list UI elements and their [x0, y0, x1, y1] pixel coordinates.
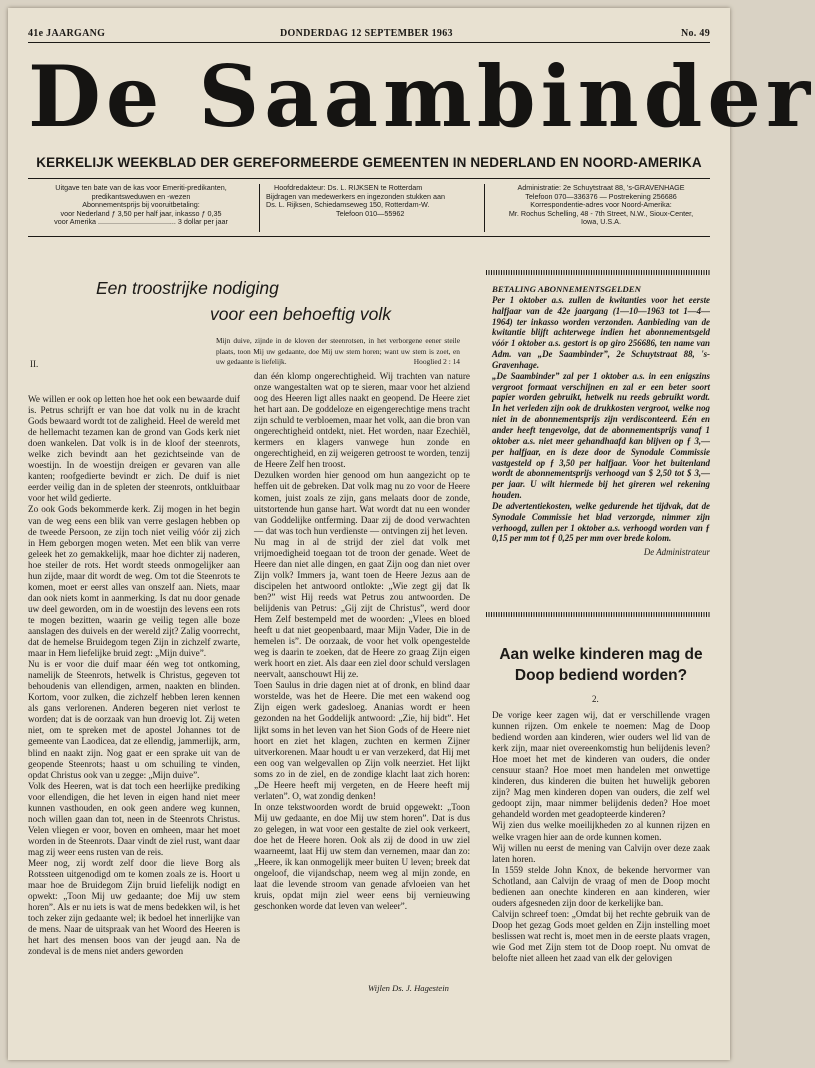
subtitle: KERKELIJK WEEKBLAD DER GEREFORMEERDE GEMEENTEN IN NEDERLAND EN NOORD-AMERIKA [36, 155, 702, 170]
article-motto: Mijn duive, zijnde in de kloven der steenrotsen, in het verborgene eener steile plaats, toon Mij uw gedaante, doe Mij uw stem horen; want uw stem is zoet, en uw gedaante is liefelijk. Hooglied 2 : 14 [216, 336, 460, 366]
notice-heading: BETALING ABONNEMENTSGELDEN [492, 284, 642, 294]
notice-signature: De Administrateur [643, 547, 710, 558]
doop-article-number: 2. [592, 694, 599, 704]
article-title-line1: Een troostrijke nodiging [96, 278, 279, 298]
info-divider [484, 184, 485, 232]
subscription-info: Uitgave ten bate van de kas voor Emeriti-predikanten, predikantsweduwen en -wezen Abonnementsprijs bij vooruitbetaling: voor Nederland ƒ 3,50 per half jaar, inkasso ƒ 0,35 voor Amerika ....................................... 3 dollar per jaar [54, 183, 228, 227]
editor-info: Hoofdredakteur: Ds. L. RIJKSEN te Rotterdam Bijdragen van medewerkers en ingezonden stukken aan Ds. L. Rijksen, Schiedamseweg 150, Rotterdam-W. Telefoon 010—55962 [266, 183, 446, 218]
info-divider [259, 184, 260, 232]
newspaper-page [8, 8, 815, 1060]
top-line [28, 28, 710, 42]
masthead: De Saambinder [28, 47, 815, 146]
administration-info: Administratie: 2e Schuytstraat 88, 's-GRAVENHAGE Telefoon 070—336376 — Postrekening 256686 Korrespondentie-adres voor Noord-Amerika: Mr. Rochus Schelling, 48 - 7th Street, N.W., Sioux-Center, Iowa, U.S.A. [508, 183, 694, 227]
notice-top-border [486, 270, 710, 275]
info-top-rule [28, 178, 710, 179]
issue-number: No. 49 [680, 28, 710, 39]
doop-article-title: Aan welke kinderen mag de Doop bediend worden? [499, 646, 703, 684]
section-number: II. [30, 359, 39, 369]
article-title-line2: voor een behoeftig volk [210, 304, 391, 324]
article-column-2: dan één klomp ongerechtigheid. Wij trachten van nature onze wangestalten wat op te sieren, maar voor het alziend oog des Heeren ligt alles naakt en geopend. De Heere ziet het hart aan. De goddeloze en eigengerechtige mens tracht zijn schuld te verbloemen, maar het volk, aan die bron van ongerechtigheid ontdekt, niet. Het worden, naar Ezechiël, kermers en klagers vanwege hun zonde en ongerechtigheid, en zij weigeren getroost te worden, tenzij de Heere Zelf hen troost. Dezulken worden hier genood om hun aangezicht op te heffen uit de gebreken. Dat volk mag nu zo voor de Heere komen, juist zoals ze zijn, gans melaats door de zonde, uitstortende hun ganse hart. Wat wordt dat nu een wonder van Goddelijke ontferming. Daar zij de dood verwachten — dat was toch hun verdienste — ontvingen zij het leven. Nu mag in al de strijd der ziel dat volk met vrijmoedigheid toegaan tot de troon der genade. Weet de Heere dan niet alle dingen, en gaat Zijn oog dan niet over Zijn volk? Immers ja, want toen de Heere Jezus aan de discipelen het antwoord ontlokte: „Wie zegt gij dat Ik ben?” wist Hij reeds wat Petrus zou antwoorden. De belijdenis van Petrus: „Gij zijt de Christus”, werd door Hem Zelf bestempeld met de woorden: „Vlees en bloed heeft u dat niet geopenbaard, maar Mijn Vader, Die in de hemelen is”. De oorzaak, de voor het volk opengestelde weg is daarin te zoeken, dat de Heere zo graag Zijn eigen werk hoort en ziet. Als daar een ziel door schuld verslagen neervalt, aanschouwt Hij ze. Toen Saulus in drie dagen niet at of dronk, en blind daar worstelde, was het de Heere. Die met een wakend oog Zijn eigen werk gadesloeg. Ananias wordt er heen gezonden na het Goddelijk antwoord: „Zie, hij bidt”. Het lijkt soms in het leven van het Sion Gods of de Heere niet hoort en ziet het klagen, zuchten en kermen Zijner uitverkorenen. Maar houdt u er van verzekerd, dat Hij met een oog van welgevallen op Zijn volk neerziet. Het lijkt soms zo in de ziel, en de zondige klacht laat zich horen: „De Heere heeft mij vergeten, en de Heere heeft mij verlaten”. O, wat zondig denken! In onze tekstwoorden wordt de bruid opgewekt: „Toon Mij uw gedaante, en doe Mij uw stem horen”. Dat is dus zo gelegen, in wat voor een gestalte de ziel ook verkeert, doe het de Heere horen. Ook als zij de dood in uw ziel waarneemt, laat Hij uw stem dan vernemen, maar dan zo: „Heere, ik kan onmogelijk meer buiten U leven; breek dat ongeloof, die vijandschap, neem weg al mijn zonde, en laat die levende stroom van genade afvloeien van het kruis, opdat mijn ziel weer eens bij vernieuwing geschonken worde dat leven van weleer”. [254, 371, 470, 912]
notice-bottom-border [486, 612, 710, 617]
volume-label: 41e JAARGANG [28, 28, 106, 39]
doop-article-column: De vorige keer zagen wij, dat er verschillende vragen kunnen rijzen. Om enkele te noemen: Mag de Doop bediend worden aan kinderen, wier ouders wel lid van de kerk zijn, maar niet overeenkomstig hun belijdenis leven? Hoe moet het met de kinderen van ouders, die onder censuur staan? Hoe moet men handelen met onwettige kinderen, dus kinderen die buiten het huwelijk geboren zijn? Mag men kinderen dopen van ouders, die zelf wel gedoopt zijn, maar nimmer belijdenis deden? Hoe moet gehandeld worden met geadopteerde kinderen? Wij zien dus welke moeilijkheden zo al kunnen rijzen en welke vragen hier aan de orde kunnen komen. Wij willen nu eerst de mening van Calvijn over deze zaak laten horen. In 1559 stelde John Knox, de bekende hervormer van Schotland, aan Calvijn de vraag of men de Doop mocht bedienen aan onechte kinderen en aan kinderen, wier ouders afgesneden zijn door de kerkelijke ban. Calvijn schreef toen: „Omdat bij het rechte gebruik van de Doop het gezag Gods moet gelden en Zijn instelling moet beslissen wat recht is, moet men in de eerste plaats vragen, wie God met Zijn stem tot de Doop roept. Nu omvat de belofte niet alleen het zaad van elk der gelovigen [492, 710, 710, 964]
issue-date: DONDERDAG 12 SEPTEMBER 1963 [280, 28, 453, 39]
subscription-notice: BETALING ABONNEMENTSGELDEN Per 1 oktober a.s. zullen de kwitanties voor het eerste halfjaar van de 42e jaargang (1—10—1963 tot 1—4—1964) ter inkasso worden verzonden. Aanbieding van de kwitantie blijft achterwege indien het abonnementsgeld vóór 1 oktober a.s. gestort is op giro 256686, ten name van Adm. van „De Saambinder”, 2e Schuytstraat 88, 's-Gravenhage. „De Saambinder” zal per 1 oktober a.s. in een enigszins vergroot formaat verschijnen en zal er een beter soort papier worden gebruikt, hetwelk nu reeds gebruikt wordt. In het verleden zijn ook de drukkosten vergroot, welke nog niet in de abonnementsprijs zijn verdisconteerd. Eén en ander heeft tengevolge, dat de abonnementsprijs vanaf 1 oktober a.s. niet meer gehandhaafd kan blijven op ƒ 3,— per halfjaar, en is deze door de Synodale Commissie vastgesteld op ƒ 3,50 per halfjaar. Voor het buitenland wordt de abonnementsprijs verhoogd van $ 2,50 tot $ 3,— per jaar. U wilt hiermede bij het gireren wel rekening houden. De advertentiekosten, welke gedurende het tijdvak, dat de Synodale Commissie het blad verzorgde, nimmer zijn verhoogd, zullen per 1 oktober a.s. verhoogd worden van ƒ 0,15 per mm tot ƒ 0,25 per mm over brede kolom. De Administrateur [492, 284, 710, 558]
info-bottom-rule [28, 236, 710, 237]
article-signature: Wijlen Ds. J. Hagestein [368, 983, 449, 993]
article-column-1: We willen er ook op letten hoe het ook een bewaarde duif is. Petrus schrijft er van hoe dat volk nu in de kracht Gods bewaard wordt tot de zaligheid. Heel de wereld met de hellemacht tezamen kan de grond van Gods kerk niet doen wankelen. Dat volk is in de kloof der steenrots, welke zich bevindt aan het gezichtseinde van de woestijn. In de woestijn dreigen er gevaren van alle kanten; roofgedierte bevindt er zich. De duif is niet eerder veilig dan in de spleten der steenrots, ontkluitbaar voor het wild gedierte. Zo ook Gods bekommerde kerk. Zij mogen in het begin van de weg eens een blik van verre geslagen hebben op de tweede Persoon, ze zijn toch niet veilig vóór zij zich in Hem geborgen mogen weten. Met een blik van verre geleek het zo gemakkelijk, maar hoe dichter zij naderen, hoe steiler de rots. Het wordt steeds onmogelijker aan hun zijde, maar dit wordt de weg. Om tot die Steenrots te komen, moet er eerst alles van onszelf aan. Niets, maar dan ook niets komt in aanmerking. Is dat nu door genade uw deel geworden, om in de woestijn des levens een rots te mogen bezitten, waarin ge veilig tegen alle boze aanslagen des duivels en der wereld zijt? Zalig voorrecht, dat de hemelse Bruidegom tegen Zijn in zichzelf zwarte, maar in Hem liefelijke bruid zegt: „Mijn duive”. Nu is er voor die duif maar één weg tot ontkoming, namelijk de Steenrots, hetwelk is Christus, gegeven tot behoudenis van ellendigen, armen, naakten en blinden. Kortom, voor zulken, die zichzelf hebben leren kennen als gans verlorenen. Anderen begeren niet verlost te worden; dat is de oorzaak van hun droevig lot. Zij weten niet, om te spreken met de apostel Johannes tot de gemeente van Laodicea, dat ze ellendig, jammerlijk, arm, blind en naakt zijn. Nog gaat er een sprake uit van de geopende Steenrots; haast u om schuiling te vinden, opdat Christus ook van u zegge: „Mijn duive”. Volk des Heeren, wat is dat toch een heerlijke prediking voor ellendigen, die het leven in eigen hand niet meer kunnen vasthouden, en ook geen andere weg kunnen, noch willen gaan dan tot, neen in de Steenrots Christus. Velen vliegen er voor, boven en omheen, maar het moet worden in de Steenrots. Daar vindt de ziel rust, want daar mag zij weer eens rusten van de reis. Meer nog, zij wordt zelf door die lieve Borg als Rotssteen uitgenodigd om te komen zoals ze is. Hoort u maar hoe de Bruidegom Zijn bruid liefelijk nodigt en opwekt: „Toon Mij uw gedaante; doe Mij uw stem horen”. Als er nu iets is wat de mens bedekken wil, is het toch zeker zijn gedaante wel; ik bedoel het innerlijke van de mens. Naar de uitspraak van het Woord des Heeren is het hart des mensen boos van der jeugd aan. Na de zondeval is de mens niet anders geworden [28, 394, 240, 957]
